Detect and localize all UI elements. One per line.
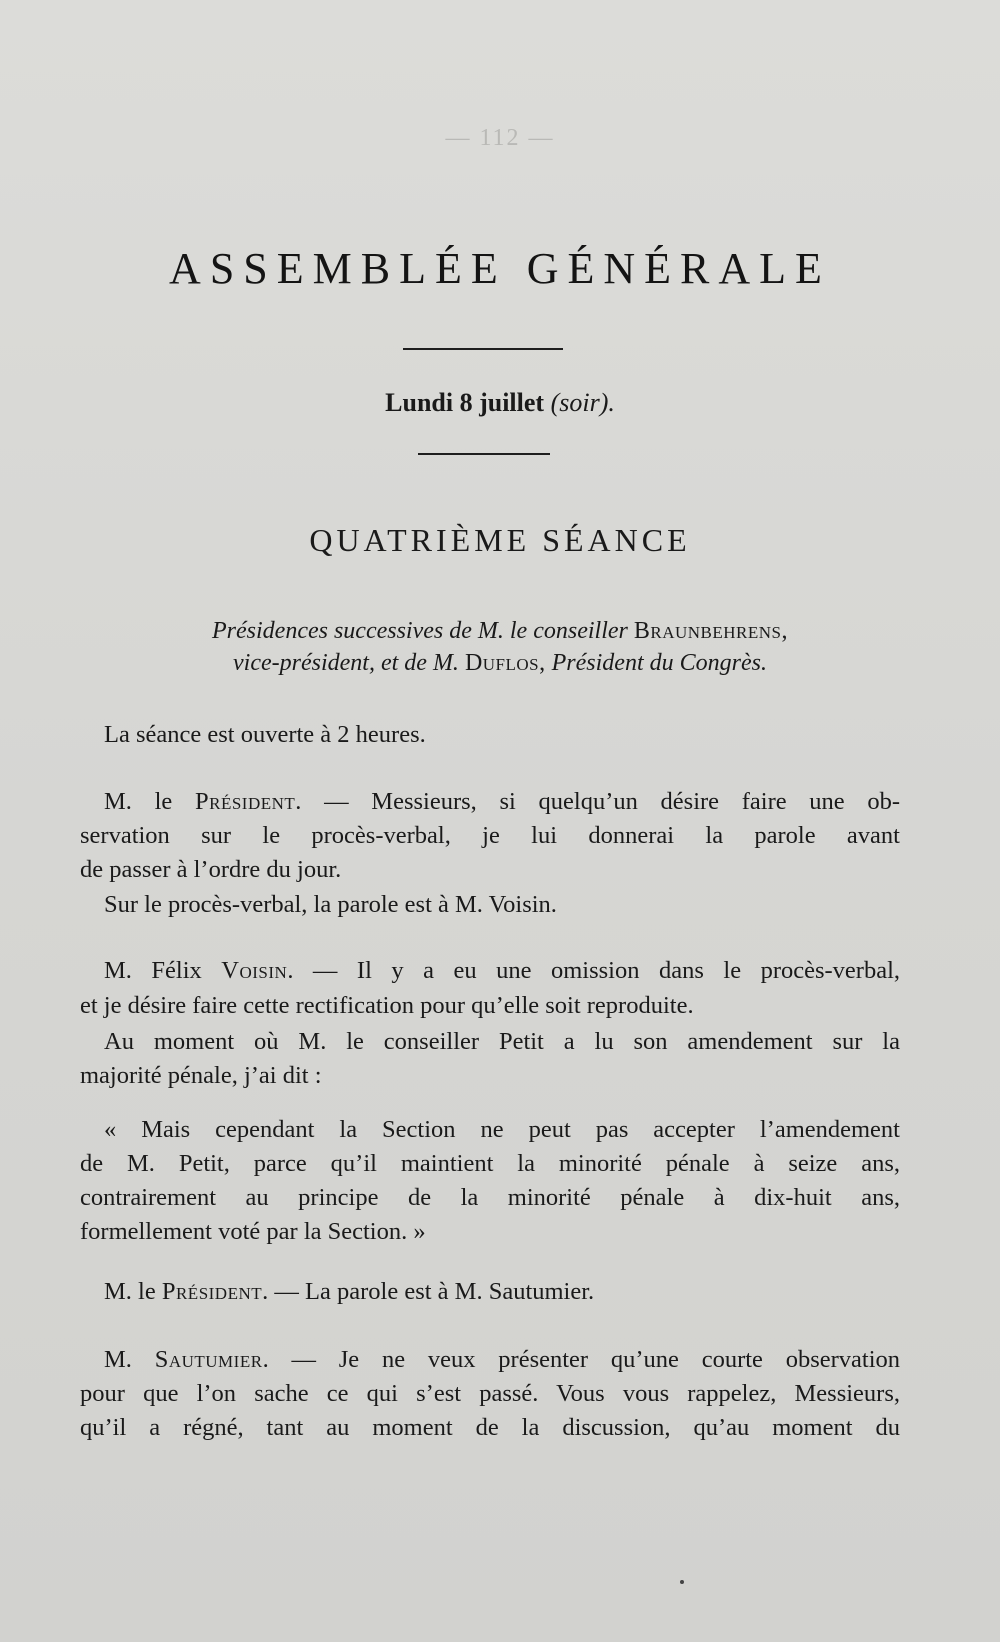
paragraph-line: majorité pénale, j’ai dit : [80, 1062, 322, 1089]
paragraph-line [104, 1344, 900, 1376]
paragraph-line: pour que l’on sache ce qui s’est passé. Vous vous rappelez, Messieurs, [80, 1380, 900, 1407]
divider [403, 348, 563, 350]
speaker-name: Président [161, 1278, 263, 1305]
session-date [80, 388, 920, 418]
page-number: — 112 — [445, 125, 555, 151]
speaker-label: M. Félix [104, 957, 202, 984]
speaker-name: Président [195, 788, 296, 815]
paragraph-line: Au moment où M. le conseiller Petit a lu son amendement sur la [104, 1028, 900, 1055]
president-name: Duflos, [464, 650, 546, 676]
speaker-name: Sautumier [154, 1346, 263, 1373]
date-time-of-day: (soir). [550, 388, 615, 417]
speech-text: . — La parole est à M. Sautumier. [262, 1278, 595, 1305]
presidency-text: Président du Congrès. [551, 650, 767, 676]
speck [680, 1580, 684, 1584]
paragraph-line: de M. Petit, parce qu’il maintient la minorité pénale à seize ans, [80, 1150, 900, 1177]
presidency-text: Présidences successives de M. le conseiller [212, 618, 628, 644]
section-heading: QUATRIÈME SÉANCE [309, 522, 691, 558]
president-name: Braunbehrens, [633, 618, 788, 644]
speech-text: . — Il y a eu une omission dans le procès-verbal, [287, 957, 901, 984]
paragraph-line: formellement voté par la Section. » [80, 1218, 426, 1245]
page-title: ASSEMBLÉE GÉNÉRALE [169, 244, 831, 293]
paragraph-line: qu’il a régné, tant au moment de la discussion, qu’au moment du [80, 1414, 900, 1441]
speaker-name: Voisin [221, 957, 288, 984]
paragraph-line: « Mais cependant la Section ne peut pas accepter l’amendement [104, 1116, 900, 1143]
paragraph-line: contrairement au principe de la minorité pénale à dix-huit ans, [80, 1184, 900, 1211]
paragraph-line: de passer à l’ordre du jour. [80, 856, 342, 883]
presidency-line [80, 650, 920, 677]
paragraph-line [104, 1276, 924, 1308]
speech-text: . — Messieurs, si quelqu’un désire faire une ob- [295, 788, 901, 815]
speech-text: . — Je ne veux présenter qu’une courte observation [262, 1346, 900, 1373]
paragraph-line [104, 786, 900, 818]
speaker-label: M. [104, 1346, 132, 1373]
paragraph-line [104, 955, 900, 987]
paragraph-line: Sur le procès-verbal, la parole est à M. Voisin. [104, 891, 557, 918]
speaker-label: M. le [104, 1278, 156, 1305]
paragraph-line: et je désire faire cette rectification pour qu’elle soit reproduite. [80, 992, 694, 1019]
paragraph-line: La séance est ouverte à 2 heures. [104, 721, 426, 748]
presidency-line [80, 618, 920, 645]
paragraph-line: servation sur le procès-verbal, je lui donnerai la parole avant [80, 822, 900, 849]
divider [418, 453, 550, 455]
date-text: Lundi 8 juillet [385, 388, 545, 417]
presidency-text: vice-président, et de M. [233, 650, 459, 676]
speaker-label: M. le [104, 788, 173, 815]
